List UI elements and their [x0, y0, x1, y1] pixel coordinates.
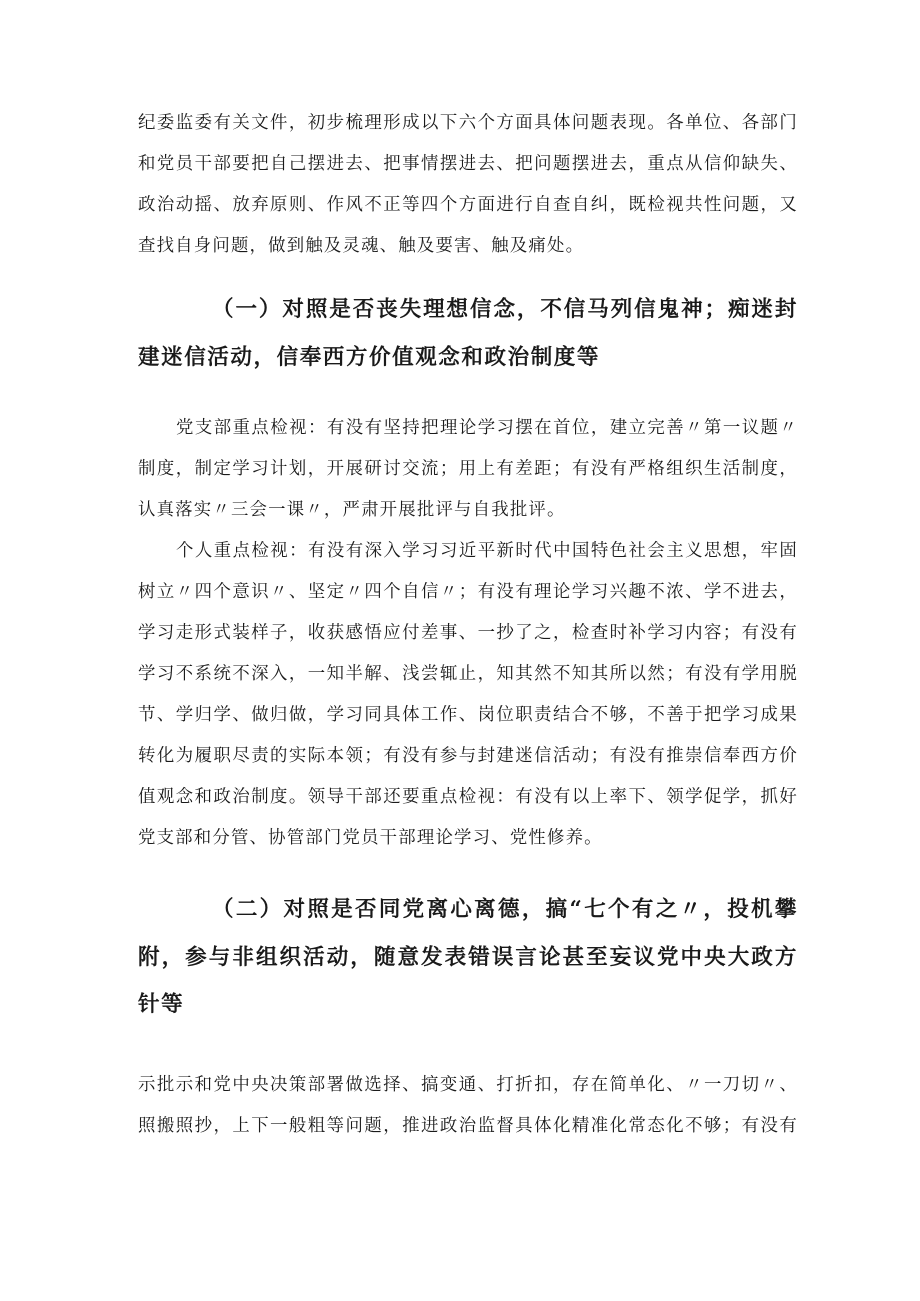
section2-body-line-2: 照搬照抄，上下一般粗等问题，推进政治监督具体化精准化常态化不够；有没有	[138, 1116, 798, 1136]
personal-check-line-4: 学习不系统不深入，一知半解、浅尝辄止，知其然不知其所以然；有没有学用脱	[138, 664, 798, 684]
personal-check-line-5: 节、学归学、做归做，学习同具体工作、岗位职责结合不够，不善于把学习成果	[138, 705, 798, 725]
personal-check-line-3: 学习走形式装样子，收获感悟应付差事、一抄了之，检查时补学习内容；有没有	[138, 623, 798, 643]
section1-heading-line-1: （一）对照是否丧失理想信念，不信马列信鬼神；痴迷封	[212, 297, 798, 322]
personal-check-line-1: 个人重点检视：有没有深入学习习近平新时代中国特色社会主义思想，牢固	[176, 541, 798, 561]
intro-line-4: 查找自身问题，做到触及灵魂、触及要害、触及痛处。	[138, 236, 585, 256]
personal-check-line-6: 转化为履职尽责的实际本领；有没有参与封建迷信活动；有没有推崇信奉西方价	[138, 746, 798, 766]
section2-heading-line-3: 针等	[138, 992, 185, 1017]
intro-line-1: 纪委监委有关文件，初步梳理形成以下六个方面具体问题表现。各单位、各部门	[138, 113, 798, 133]
personal-check-line-7: 值观念和政治制度。领导干部还要重点检视：有没有以上率下、领学促学，抓好	[138, 787, 798, 807]
intro-line-2: 和党员干部要把自己摆进去、把事情摆进去、把问题摆进去，重点从信仰缺失、	[138, 154, 798, 174]
section2-heading-line-1: （二）对照是否同党离心离德，搞“七个有之〃，投机攀	[212, 897, 798, 922]
section1-heading-line-2: 建迷信活动，信奉西方价值观念和政治制度等	[138, 345, 601, 370]
section2-heading-line-2: 附，参与非组织活动，随意发表错误言论甚至妄议党中央大政方	[138, 945, 798, 970]
personal-check-line-2: 树立〃四个意识〃、坚定〃四个自信〃；有没有理论学习兴趣不浓、学不进去，	[138, 582, 798, 602]
personal-check-line-8: 党支部和分管、协管部门党员干部理论学习、党性修养。	[138, 828, 603, 848]
branch-check-line-2: 制度，制定学习计划，开展研讨交流；用上有差距；有没有严格组织生活制度，	[138, 459, 798, 479]
branch-check-line-3: 认真落实〃三会一课〃，严肃开展批评与自我批评。	[138, 500, 566, 520]
branch-check-line-1: 党支部重点检视：有没有坚持把理论学习摆在首位，建立完善〃第一议题〃	[176, 418, 798, 438]
intro-line-3: 政治动摇、放弃原则、作风不正等四个方面进行自查自纠，既检视共性问题，又	[138, 195, 798, 215]
section2-body-line-1: 示批示和党中央决策部署做选择、搞变通、打折扣，存在简单化、〃一刀切〃、	[138, 1075, 798, 1095]
